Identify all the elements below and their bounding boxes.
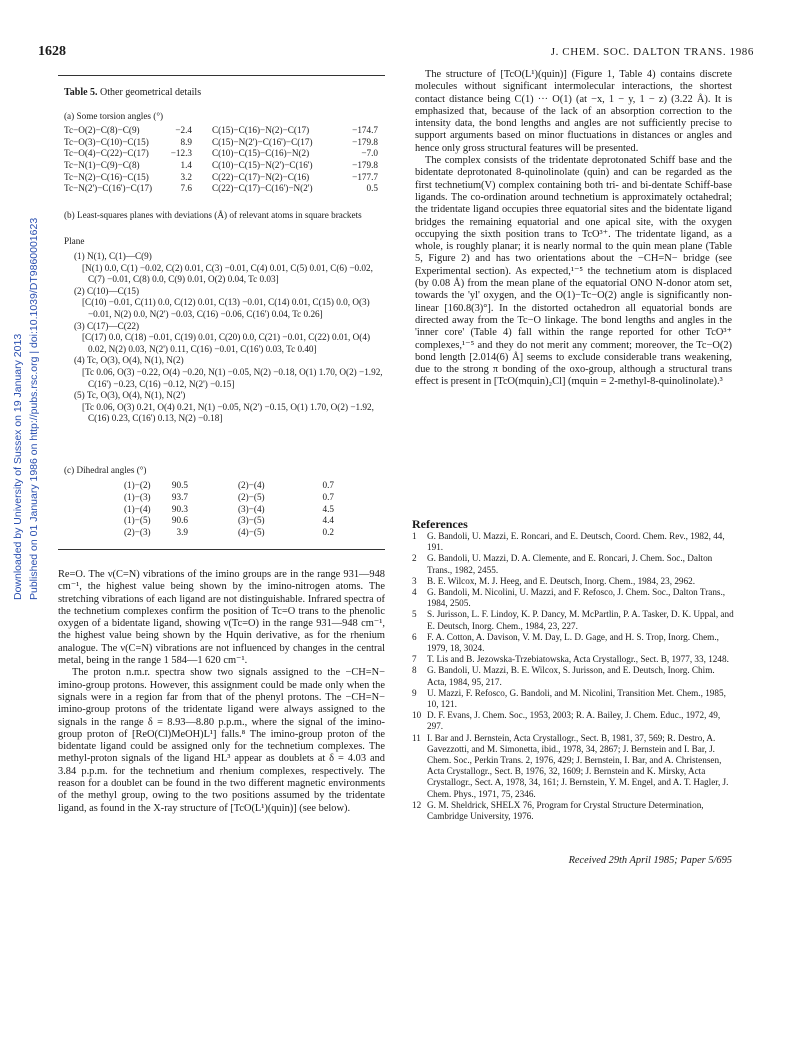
reference-number: 9 [412,687,417,698]
table-row [124,515,334,527]
torsion-atoms: C(15)−N(2')−C(16')−C(17) [212,136,313,147]
list-item [64,390,386,425]
dihedral-value: 0.7 [322,480,334,490]
dihedral-value: 0.2 [322,527,334,538]
torsion-atoms: Tc−O(4)−C(22)−C(17) [64,148,149,159]
torsion-atoms: C(10)−C(15)−N(2')−C(16') [212,160,313,171]
reference-text: I. Bar and J. Bernstein, Acta Crystallogr., Sect. B, 1981, 37, 569; R. Destro, A. Gavezzotti, and M. Simonetta, ibid., 1978, 34, 2867; J. Bernstein and I. Bar, J. Chem. Soc., Perkin Trans. 2, 1976, 429; J. Bernstein, I. Bar, and A. Christensen, Acta Crystallogr., Sect. B, 1976, 32, 1609; J. Bernstein and K. Mirsky, Acta Crystallogr., Sect. A, 1978, 34, 161; J. Bernstein, Y. M. Engel, and A. T. Hagler, J. Chem. Phys., 1971, 75, 2346. [427,732,729,799]
section-a-heading: (a) Some torsion angles (°) [64,111,164,121]
torsion-value: 0.5 [366,183,378,194]
plane-title: (5) Tc, O(3), O(4), N(1), N(2') [74,390,186,401]
reference-text: G. Bandoli, U. Mazzi, E. Roncari, and E. Deutsch, Coord. Chem. Rev., 1982, 44, 191. [427,531,725,553]
table-caption [64,87,201,98]
plane-title: (2) C(10)—C(15) [74,285,140,296]
torsion-value: −2.4 [175,125,192,135]
reference-number: 8 [412,665,417,676]
torsion-atoms: Tc−O(2)−C(8)−C(9) [64,125,140,135]
list-item [412,632,734,654]
torsion-value: 3.2 [180,171,192,182]
section-c-heading: (c) Dihedral angles (°) [64,465,147,475]
list-item [412,531,734,553]
torsion-value: −7.0 [361,148,378,159]
torsion-atoms: Tc−N(2)−C(16)−C(15) [64,171,149,182]
list-item [412,688,734,710]
dihedral-planes: (2)−(5) [238,491,265,502]
table-row [64,148,384,160]
table-top-rule [58,75,385,76]
table-row [64,160,384,172]
plane-deviations: [Tc 0.06, O(3) −0.22, O(4) −0.20, N(1) −0.05, N(2) −0.18, O(1) 1.70, O(2) −1.92, C(16') −0.23, C(16) −0.12, N(2') −0.15] [82,366,383,389]
list-item [412,576,734,587]
dihedral-planes: (2)−(4) [238,480,265,490]
reference-number: 2 [412,553,417,564]
torsion-table [64,125,384,195]
torsion-value: −174.7 [352,125,378,135]
paragraph: The complex consists of the tridentate deprotonated Schiff base and the bidentate deprotonated 8-quinolinolate (quin) and can be regarded as the first technetium(V) complex containing both tri- and bi-dentate Schiff-base ligands. The co-ordination around technetium is approximately octahedral; the tridentate ligand occupies three equatorial sites and the bidentate ligand bridges the remaining equatorial and one apical site, with the oxygen occupying the sixth position trans to TcO³⁺. The tridentate ligand, as a whole, is roughly planar; it is nearly normal to the quin mean plane (Table 5, Figure 2) and has two orientations about the −CH=N− bridge (see Experimental section). As expected,¹⁻⁵ the technetium atom is displaced (by 0.08 Å) from the mean plane of the equatorial ONO N-donor atom set, towards the 'yl' oxygen, and the O(1)−Tc−O(2) angle is significantly non-linear [160.8(3)°]. In the distorted octahedron all equatorial bonds are directed away from the Tc−O linkage. The bond lengths and angles in the 'inner core' (Table 4) fall within the range reported for other TcO³⁺ complexes,¹⁻⁵ and they do not merit any comment; moreover, the Tc−O(2) bond length [2.014(6) Å] seems to exclude considerable trans weakening, due to the strong π bonding of the oxo-group, although a structural trans effect is present in [TcO(mquin)₂Cl] (mquin = 2-methyl-8-quinolinolate).³ [415,155,732,388]
reference-number: 6 [412,631,417,642]
reference-number: 12 [412,799,422,810]
list-item [64,286,386,321]
list-item [412,553,734,575]
plane-title: (4) Tc, O(3), O(4), N(1), N(2) [74,355,184,366]
dihedral-value: 90.6 [171,515,188,526]
dihedral-value: 90.5 [171,480,188,490]
dihedral-value: 4.5 [322,503,334,514]
list-item [412,587,734,609]
paragraph: Re=O. The ν(C=N) vibrations of the imino groups are in the range 931—948 cm⁻¹, the highest value being shown by the imino-nitrogen atoms. The stretching vibrations of each ligand are not distinguishable. Infrared spectra of the technetium complexes confirm the position of Tc=O trans to the phenolic oxygen of a bidentate ligand, showing ν(Tc=O) in the range 931—948 cm⁻¹, the highest value being shown by the Hquin derivative, as for the rhenium analogue. The ν(C=N) vibrations are not influenced by changes in the central metal, being in the range 1 584—1 620 cm⁻¹. [58,569,385,667]
journal-header: J. CHEM. SOC. DALTON TRANS. 1986 [550,46,754,58]
reference-text: G. Bandoli, U. Mazzi, D. A. Clemente, and E. Roncari, J. Chem. Soc., Dalton Trans., 1982, 2455. [427,553,713,575]
section-b-heading: (b) Least-squares planes with deviations (Å) of relevant atoms in square brackets [64,210,362,220]
list-item [412,665,734,687]
torsion-atoms: Tc−N(2')−C(16')−C(17) [64,183,153,194]
torsion-value: −177.7 [352,171,378,182]
dihedral-planes: (3)−(5) [238,515,265,526]
torsion-atoms: C(22)−C(17)−C(16')−N(2') [212,183,313,194]
reference-text: T. Lis and B. Jezowska-Trzebiatowska, Acta Crystallogr., Sect. B, 1977, 33, 1248. [427,654,729,665]
reference-number: 5 [412,609,417,620]
right-column-text [415,69,732,389]
table-row [124,492,334,504]
torsion-atoms: Tc−N(1)−C(9)−C(8) [64,160,140,171]
received-date: Received 29th April 1985; Paper 5/695 [568,855,732,866]
torsion-atoms: C(22)−C(17)−N(2)−C(16) [212,171,310,182]
reference-number: 10 [412,710,422,721]
table-bottom-rule [58,549,385,550]
references-heading: References [412,517,468,531]
reference-number: 4 [412,587,417,598]
reference-text: F. A. Cotton, A. Davison, V. M. Day, L. D. Gage, and H. S. Trop, Inorg. Chem., 1979, 18, 3024. [427,631,719,654]
plane-deviations: [C(17) 0.0, C(18) −0.01, C(19) 0.01, C(20) 0.0, C(21) −0.01, C(22) 0.01, O(4) 0.02, N(2) 0.03, N(2') 0.11, C(16) −0.01, C(16') 0.03, Tc 0.40] [82,332,371,354]
plane-deviations: [N(1) 0.0, C(1) −0.02, C(2) 0.01, C(3) −0.01, C(4) 0.01, C(5) 0.01, C(6) −0.02, C(7) −0.01, C(8) 0.0, C(9) 0.01, O(2) 0.04, Tc 0.03] [82,262,373,285]
torsion-atoms: Tc−O(3)−C(10)−C(15) [64,136,149,147]
side-watermark [10,217,42,600]
dihedral-value: 0.7 [322,491,334,502]
dihedral-value: 93.7 [171,491,188,502]
dihedral-table [124,480,334,539]
plane-column-heading: Plane [64,236,85,246]
dihedral-planes: (4)−(5) [238,527,265,538]
dihedral-planes: (1)−(4) [124,503,151,514]
table-row [64,183,384,195]
reference-number: 11 [412,732,421,743]
table-row [124,527,334,539]
list-item [412,710,734,732]
dihedral-planes: (3)−(4) [238,503,265,514]
table-label: Table 5. [64,87,98,98]
dihedral-planes: (1)−(5) [124,515,151,526]
table-row [124,480,334,492]
torsion-value: −179.8 [352,160,378,171]
list-item [64,251,386,286]
dihedral-value: 90.3 [171,503,188,514]
table-title: Other geometrical details [100,87,202,98]
list-item [412,800,734,822]
list-item [412,609,734,631]
list-item [64,321,386,356]
reference-text: S. Jurisson, L. F. Lindoy, K. P. Dancy, M. McPartlin, P. A. Tasker, D. K. Uppal, and E. Deutsch, Inorg. Chem., 1984, 23, 227. [427,609,734,631]
plane-deviations: [Tc 0.06, O(3) 0.21, O(4) 0.21, N(1) −0.05, N(2') −0.15, O(1) 1.70, O(2) −1.92, C(16) 0.23, C(16') 0.13, N(2) −0.18] [82,401,374,424]
left-column-text [58,569,385,815]
dihedral-planes: (2)−(3) [124,527,151,538]
table-row [64,172,384,184]
dihedral-value: 4.4 [322,515,334,526]
torsion-value: 7.6 [180,183,192,194]
plane-deviations: [C(10) −0.01, C(11) 0.0, C(12) 0.01, C(13) −0.01, C(14) 0.01, C(15) 0.0, O(3) −0.01, N(2) 0.0, N(2') −0.03, C(16) −0.06, C(16') 0.04, Tc 0.26] [82,297,370,319]
dihedral-planes: (1)−(2) [124,480,151,490]
table-row [64,137,384,149]
torsion-atoms: C(10)−C(15)−C(16)−N(2) [212,148,310,159]
plane-title: (3) C(17)—C(22) [74,320,140,331]
reference-number: 3 [412,575,417,586]
page-number: 1628 [38,44,66,59]
list-item [412,654,734,665]
table-row [124,504,334,516]
list-item [412,733,734,800]
reference-number: 1 [412,531,417,541]
dihedral-value: 3.9 [176,527,188,538]
reference-text: G. Bandoli, M. Nicolini, U. Mazzi, and F. Refosco, J. Chem. Soc., Dalton Trans., 1984, 2505. [427,587,726,609]
torsion-value: −179.8 [352,136,378,147]
references-list [412,531,734,822]
torsion-atoms: C(15)−C(16)−N(2)−C(17) [212,125,310,135]
torsion-value: 1.4 [180,160,192,171]
torsion-value: 8.9 [180,136,192,147]
plane-title: (1) N(1), C(1)—C(9) [74,251,152,261]
list-item [64,355,386,390]
reference-number: 7 [412,654,417,665]
paragraph: The proton n.m.r. spectra show two signals assigned to the −CH=N− imino-group protons. However, this assignment could be made only when the signals were in a region far from that of the phenyl protons. The −CH=N− imino-group protons of the tridentate ligand were always assigned to the signals in the range δ = 8.93—8.80 p.p.m., where the signal of the imino-group proton of [ReO(Cl)MeOH)L¹] falls.⁸ The imino-group proton of the bidentate ligand could be assigned only for the technetium complexes. The methyl-proton signals of the ligand HL³ appear as doublets at δ = 4.03 and 3.84 p.p.m. for the technetium and rhenium complexes, respectively. The reason for a doublet can be found in the two different magnetic environments of the methyl group, owing to the two positions assumed by the tridentate ligand, as found in the X-ray structure of [TcO(L¹)(quin)] (see below). [58,667,385,814]
watermark-downloaded: Downloaded by University of Sussex on 19 January 2013 [12,333,24,600]
torsion-value: −12.3 [170,148,192,159]
paragraph: The structure of [TcO(L¹)(quin)] (Figure 1, Table 4) contains discrete molecules without significant intermolecular interactions, the shortest contact distance being C(1) ··· O(1) (at −x, 1 − y, 1 − z) (3.22 Å). It is emphasized that, because of the lack of an absorption correction to the intensity data, the bond lengths and angles are not sufficiently precise to support arguments based on minor fluctuations in distances or angles and hence only gross structural features will be presented. [415,69,732,154]
reference-text: G. M. Sheldrick, SHELX 76, Program for Crystal Structure Determination, Cambridge University, 1976. [427,799,704,822]
reference-text: G. Bandoli, U. Mazzi, B. E. Wilcox, S. Jurisson, and E. Deutsch, Inorg. Chim. Acta, 1984, 95, 217. [427,665,715,687]
reference-text: B. E. Wilcox, M. J. Heeg, and E. Deutsch, Inorg. Chem., 1984, 23, 2962. [427,575,695,586]
reference-text: U. Mazzi, F. Refosco, G. Bandoli, and M. Nicolini, Transition Met. Chem., 1985, 10, 121. [427,687,726,710]
table-row [64,125,384,137]
dihedral-planes: (1)−(3) [124,491,151,502]
planes-list [64,251,386,425]
reference-text: D. F. Evans, J. Chem. Soc., 1953, 2003; R. A. Bailey, J. Chem. Educ., 1972, 49, 297. [427,710,721,732]
watermark-published[interactable]: Published on 01 January 1986 on http://pubs.rsc.org | doi:10.1039/DT9860001623 [28,217,40,600]
